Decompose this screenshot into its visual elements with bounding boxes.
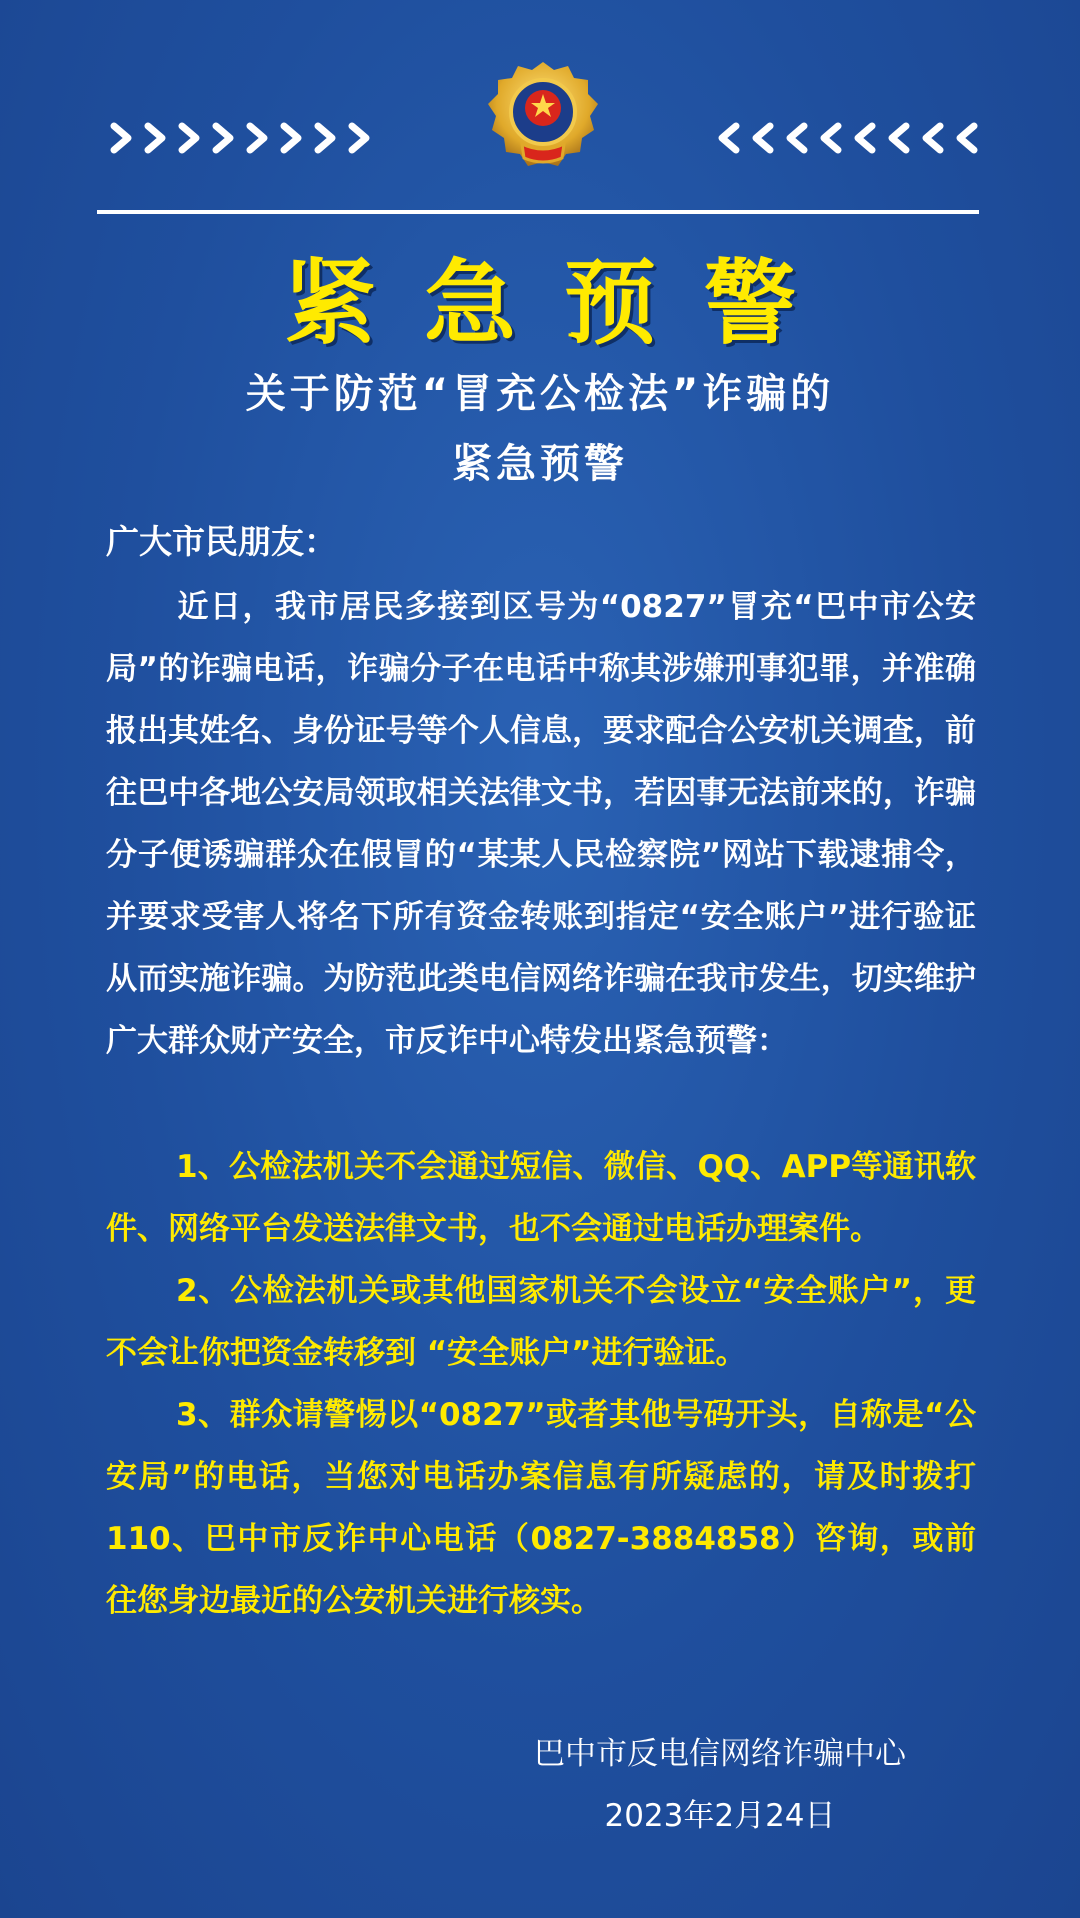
chevron-right-icon [312, 118, 340, 158]
chevron-left-icon [850, 118, 878, 158]
chevron-left-icon [748, 118, 776, 158]
chevron-right-icon [244, 118, 272, 158]
chevron-right-icon [278, 118, 306, 158]
page-title: 紧急预警 [283, 249, 844, 357]
chevron-left-icon [782, 118, 810, 158]
body-paragraph [106, 576, 976, 1072]
warning-item-text: 1、公检法机关不会通过短信、微信、QQ、APP等通讯软件、网络平台发送法律文书，也不会通过电话办理案件。 [106, 1149, 976, 1247]
greeting: 广大市民朋友： [106, 522, 337, 561]
chevron-left-icon [884, 118, 912, 158]
chevron-right-icon [108, 118, 136, 158]
warning-item [106, 1260, 976, 1384]
left-chevron-decoration [108, 118, 374, 158]
body-paragraph-text: 近日，我市居民多接到区号为“0827”冒充“巴中市公安局”的诈骗电话，诈骗分子在电话中称其涉嫌刑事犯罪，并准确报出其姓名、身份证号等个人信息，要求配合公安机关调查，前往巴中各地公安局领取相关法律文书，若因事无法前来的，诈骗分子便诱骗群众在假冒的“某某人民检察院”网站下载逮捕令，并要求受害人将名下所有资金转账到指定“安全账户”进行验证从而实施诈骗。为防范此类电信网络诈骗在我市发生，切实维护广大群众财产安全，市反诈中心特发出紧急预警： [106, 589, 976, 1059]
warning-item [106, 1384, 976, 1632]
chevron-left-icon [714, 118, 742, 158]
chevron-left-icon [816, 118, 844, 158]
subtitle-line-1: 关于防范“冒充公检法”诈骗的 [245, 371, 835, 417]
chevron-right-icon [346, 118, 374, 158]
signature-date: 2023年2月24日 [604, 1798, 836, 1834]
subtitle-line-2: 紧急预警 [452, 441, 628, 487]
police-emblem-icon [484, 58, 602, 183]
warning-item [106, 1136, 976, 1260]
chevron-right-icon [210, 118, 238, 158]
chevron-right-icon [176, 118, 204, 158]
right-chevron-decoration [714, 118, 980, 158]
warning-item-text: 3、群众请警惕以“0827”或者其他号码开头，自称是“公安局”的电话，当您对电话办案信息有所疑虑的，请及时拨打110、巴中市反诈中心电话（0827-3884858）咨询，或前往您身边最近的公安机关进行核实。 [106, 1397, 976, 1619]
warning-item-text: 2、公检法机关或其他国家机关不会设立“安全账户”，更不会让你把资金转移到 “安全账户”进行验证。 [106, 1273, 976, 1371]
header-divider [97, 210, 979, 214]
chevron-left-icon [918, 118, 946, 158]
warning-list [106, 1136, 976, 1632]
signature-organization: 巴中市反电信网络诈骗中心 [534, 1736, 906, 1772]
chevron-left-icon [952, 118, 980, 158]
chevron-right-icon [142, 118, 170, 158]
